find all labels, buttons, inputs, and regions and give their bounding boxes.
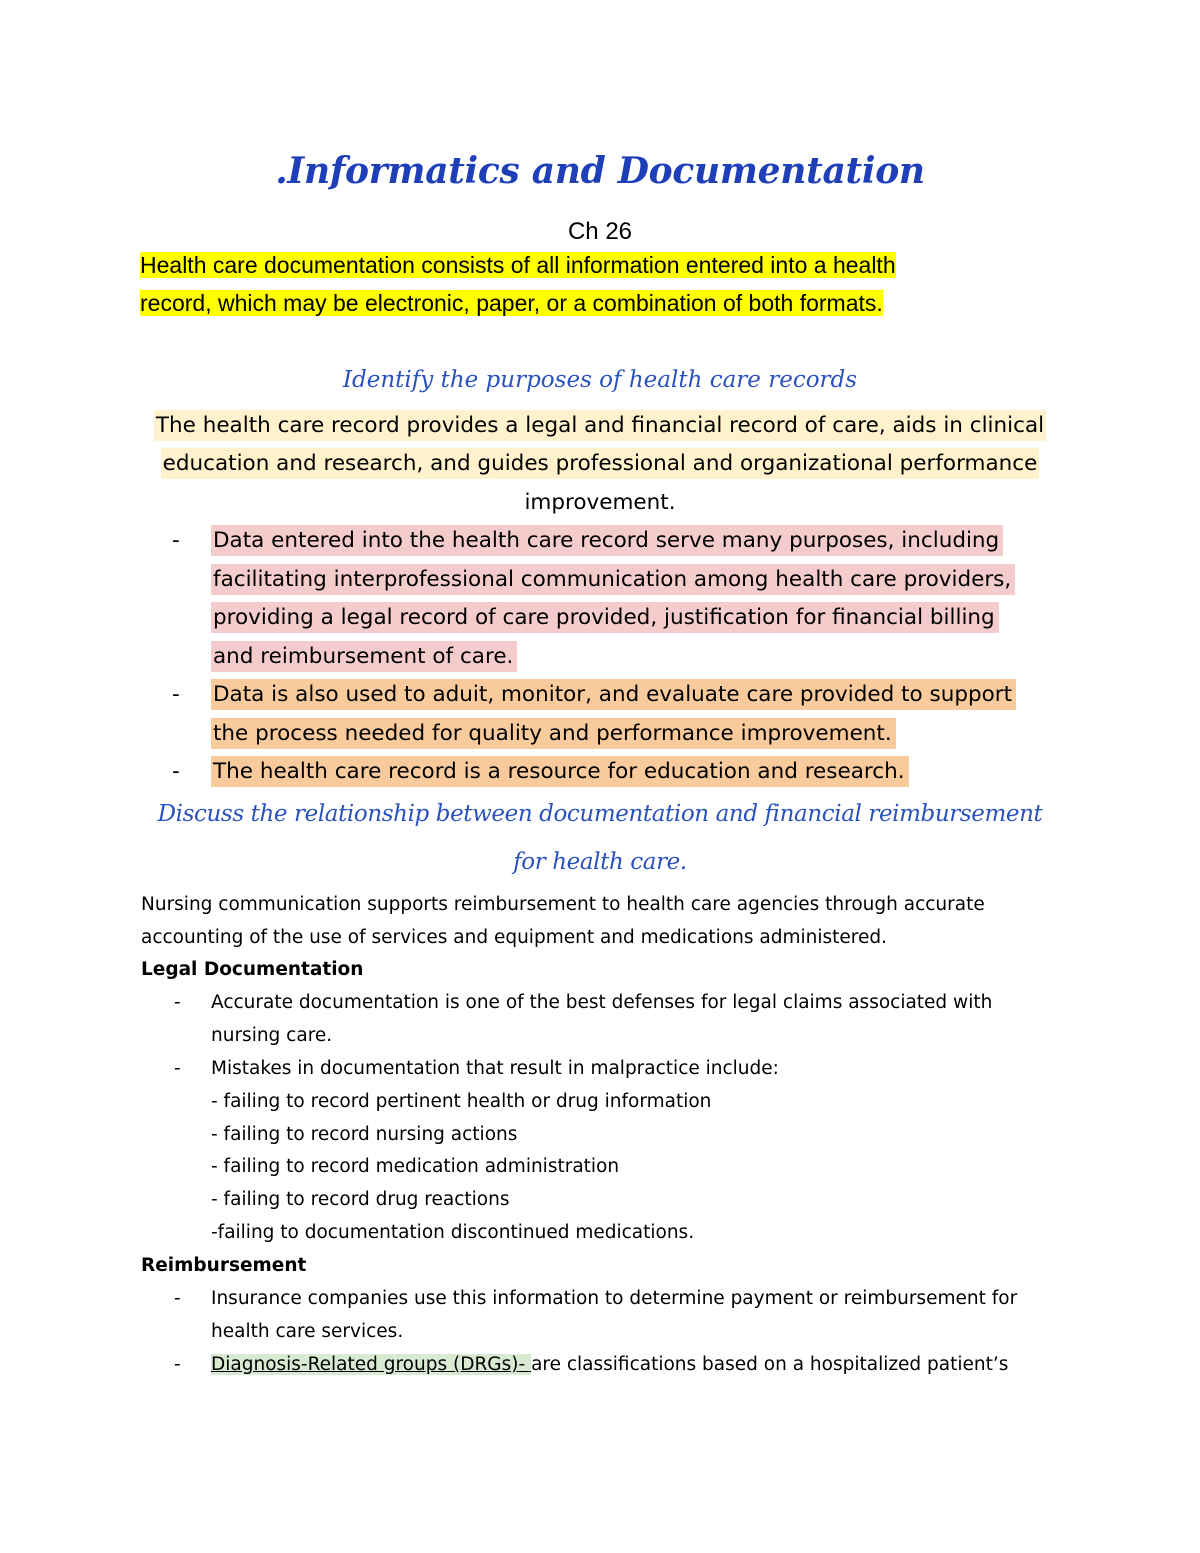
summary-line: education and research, and guides professional and organizational performance [0,451,1200,476]
document-title: .Informatics and Documentation [275,150,925,192]
document-page: .Informatics and Documentation Ch 26 Health care documentation consists of all information entered into a health record, which may be electronic, paper, or a combination of both formats. Identify the purposes of health care records The health care record provides a legal and financial record of care, aids in clinical education and research, and guides professional and organizational performance improvement. - Data entered into the health care record serve many purposes, including facilitating interprofessional communication among health care providers, providing a legal record of care provided, justification for financial billing and reimbursement of care. - Data is also used to aduit, monitor, and evaluate care provided to support the process needed for quality and performance improvement. - The health care record is a resource for education and research. Discuss the relationship between documentation and financial reimbursement for health care. Nursing communication supports reimbursement to health care agencies through accurate accounting of the use of services and equipment and medications administered. Legal Documentation - Accurate documentation is one of the best defenses for legal claims associated with nursing care. - Mistakes in documentation that result in malpractice include: - failing to record pertinent health or drug information - failing to record nursing actions - failing to record medication administration - failing to record drug reactions -failing to documentation discontinued medications. Reimbursement - Insurance companies use this information to determine payment or reimbursement for health care services. - Diagnosis-Related groups (DRGs)- are classifications based on a hospitalized patient’s [0,0,1200,1553]
intro-line: record, which may be electronic, paper, or a combination of both formats. [140,290,883,316]
bullet-dash: - [172,682,180,707]
section-heading-reimbursement: Discuss the relationship between documentation and financial reimbursement [157,801,1043,827]
bullet-dash: - [172,759,180,784]
bullet-dash: - [172,528,180,553]
chapter-label: Ch 26 [567,218,633,245]
section-heading-reimbursement-cont: for health care. [513,849,687,875]
summary-line: improvement. [524,490,676,515]
drg-term: Diagnosis-Related groups (DRGs)- [211,1354,532,1375]
summary-line: The health care record provides a legal and financial record of care, aids in clinical [0,413,1200,438]
bullet-dash: - [174,992,181,1013]
bullet-dash: - [174,1288,181,1309]
intro-line: Health care documentation consists of all information entered into a health [140,252,896,278]
bullet-dash: - [174,1058,181,1079]
section-heading-purposes: Identify the purposes of health care records [342,367,858,393]
bullet-dash: - [174,1354,181,1375]
